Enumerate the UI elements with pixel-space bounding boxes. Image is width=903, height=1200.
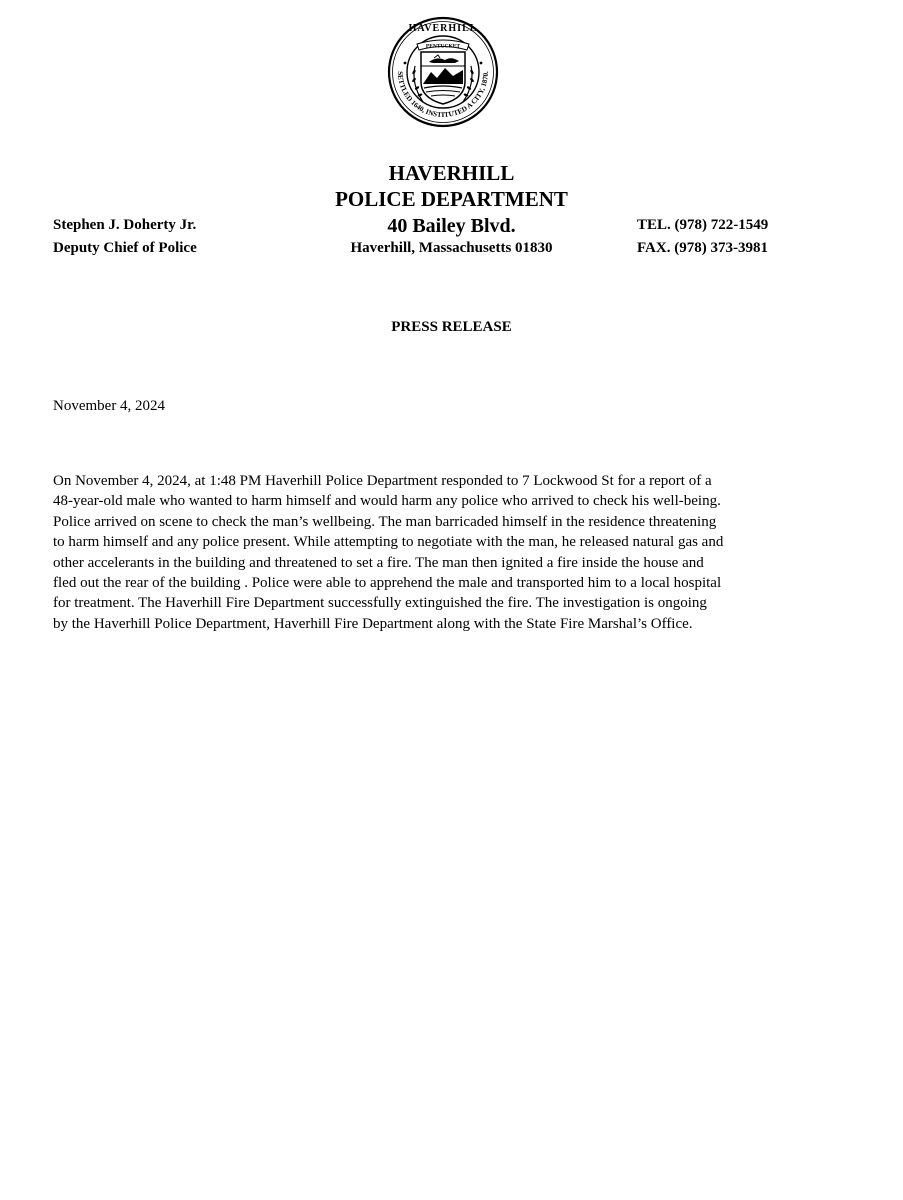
body-line: 48-year-old male who wanted to harm himself and would harm any police who arrived to check his well-being. xyxy=(53,493,721,510)
seal-top-text: HAVERHILL xyxy=(408,23,478,34)
street-address: 40 Bailey Blvd. xyxy=(387,215,516,237)
officer-title: Deputy Chief of Police xyxy=(53,240,197,256)
release-body xyxy=(53,471,843,634)
body-line: fled out the rear of the building . Police were able to apprehend the male and transported him to a local hospital xyxy=(53,575,722,592)
officer-name: Stephen J. Doherty Jr. xyxy=(53,217,197,233)
telephone-number: TEL. (978) 722-1549 xyxy=(637,217,769,233)
city-state-zip: Haverhill, Massachusetts 01830 xyxy=(350,240,553,256)
body-line: for treatment. The Haverhill Fire Department successfully extinguished the fire. The investigation is ongoing xyxy=(53,595,707,612)
seal-banner-text: PENTUCKET xyxy=(425,43,461,50)
city-seal-logo xyxy=(387,16,499,128)
body-line: by the Haverhill Police Department, Haverhill Fire Department along with the State Fire Marshal’s Office. xyxy=(53,615,693,632)
seal-ring-text: SETTLED 1640, INSTITUTED A CITY, 1870. xyxy=(395,71,491,120)
department-heading: POLICE DEPARTMENT xyxy=(335,187,568,211)
body-line: to harm himself and any police present. While attempting to negotiate with the man, he released natural gas and xyxy=(53,534,724,551)
body-line: other accelerants in the building and threatened to set a fire. The man then ignited a fire inside the house and xyxy=(53,554,704,571)
body-line: On November 4, 2024, at 1:48 PM Haverhill Police Department responded to 7 Lockwood St for a report of a xyxy=(53,473,712,489)
city-heading: HAVERHILL xyxy=(388,161,515,185)
press-release-heading: PRESS RELEASE xyxy=(391,319,512,335)
release-date: November 4, 2024 xyxy=(53,398,166,414)
fax-number: FAX. (978) 373-3981 xyxy=(637,240,768,256)
body-line: Police arrived on scene to check the man’s wellbeing. The man barricaded himself in the residence threatening xyxy=(53,513,717,530)
